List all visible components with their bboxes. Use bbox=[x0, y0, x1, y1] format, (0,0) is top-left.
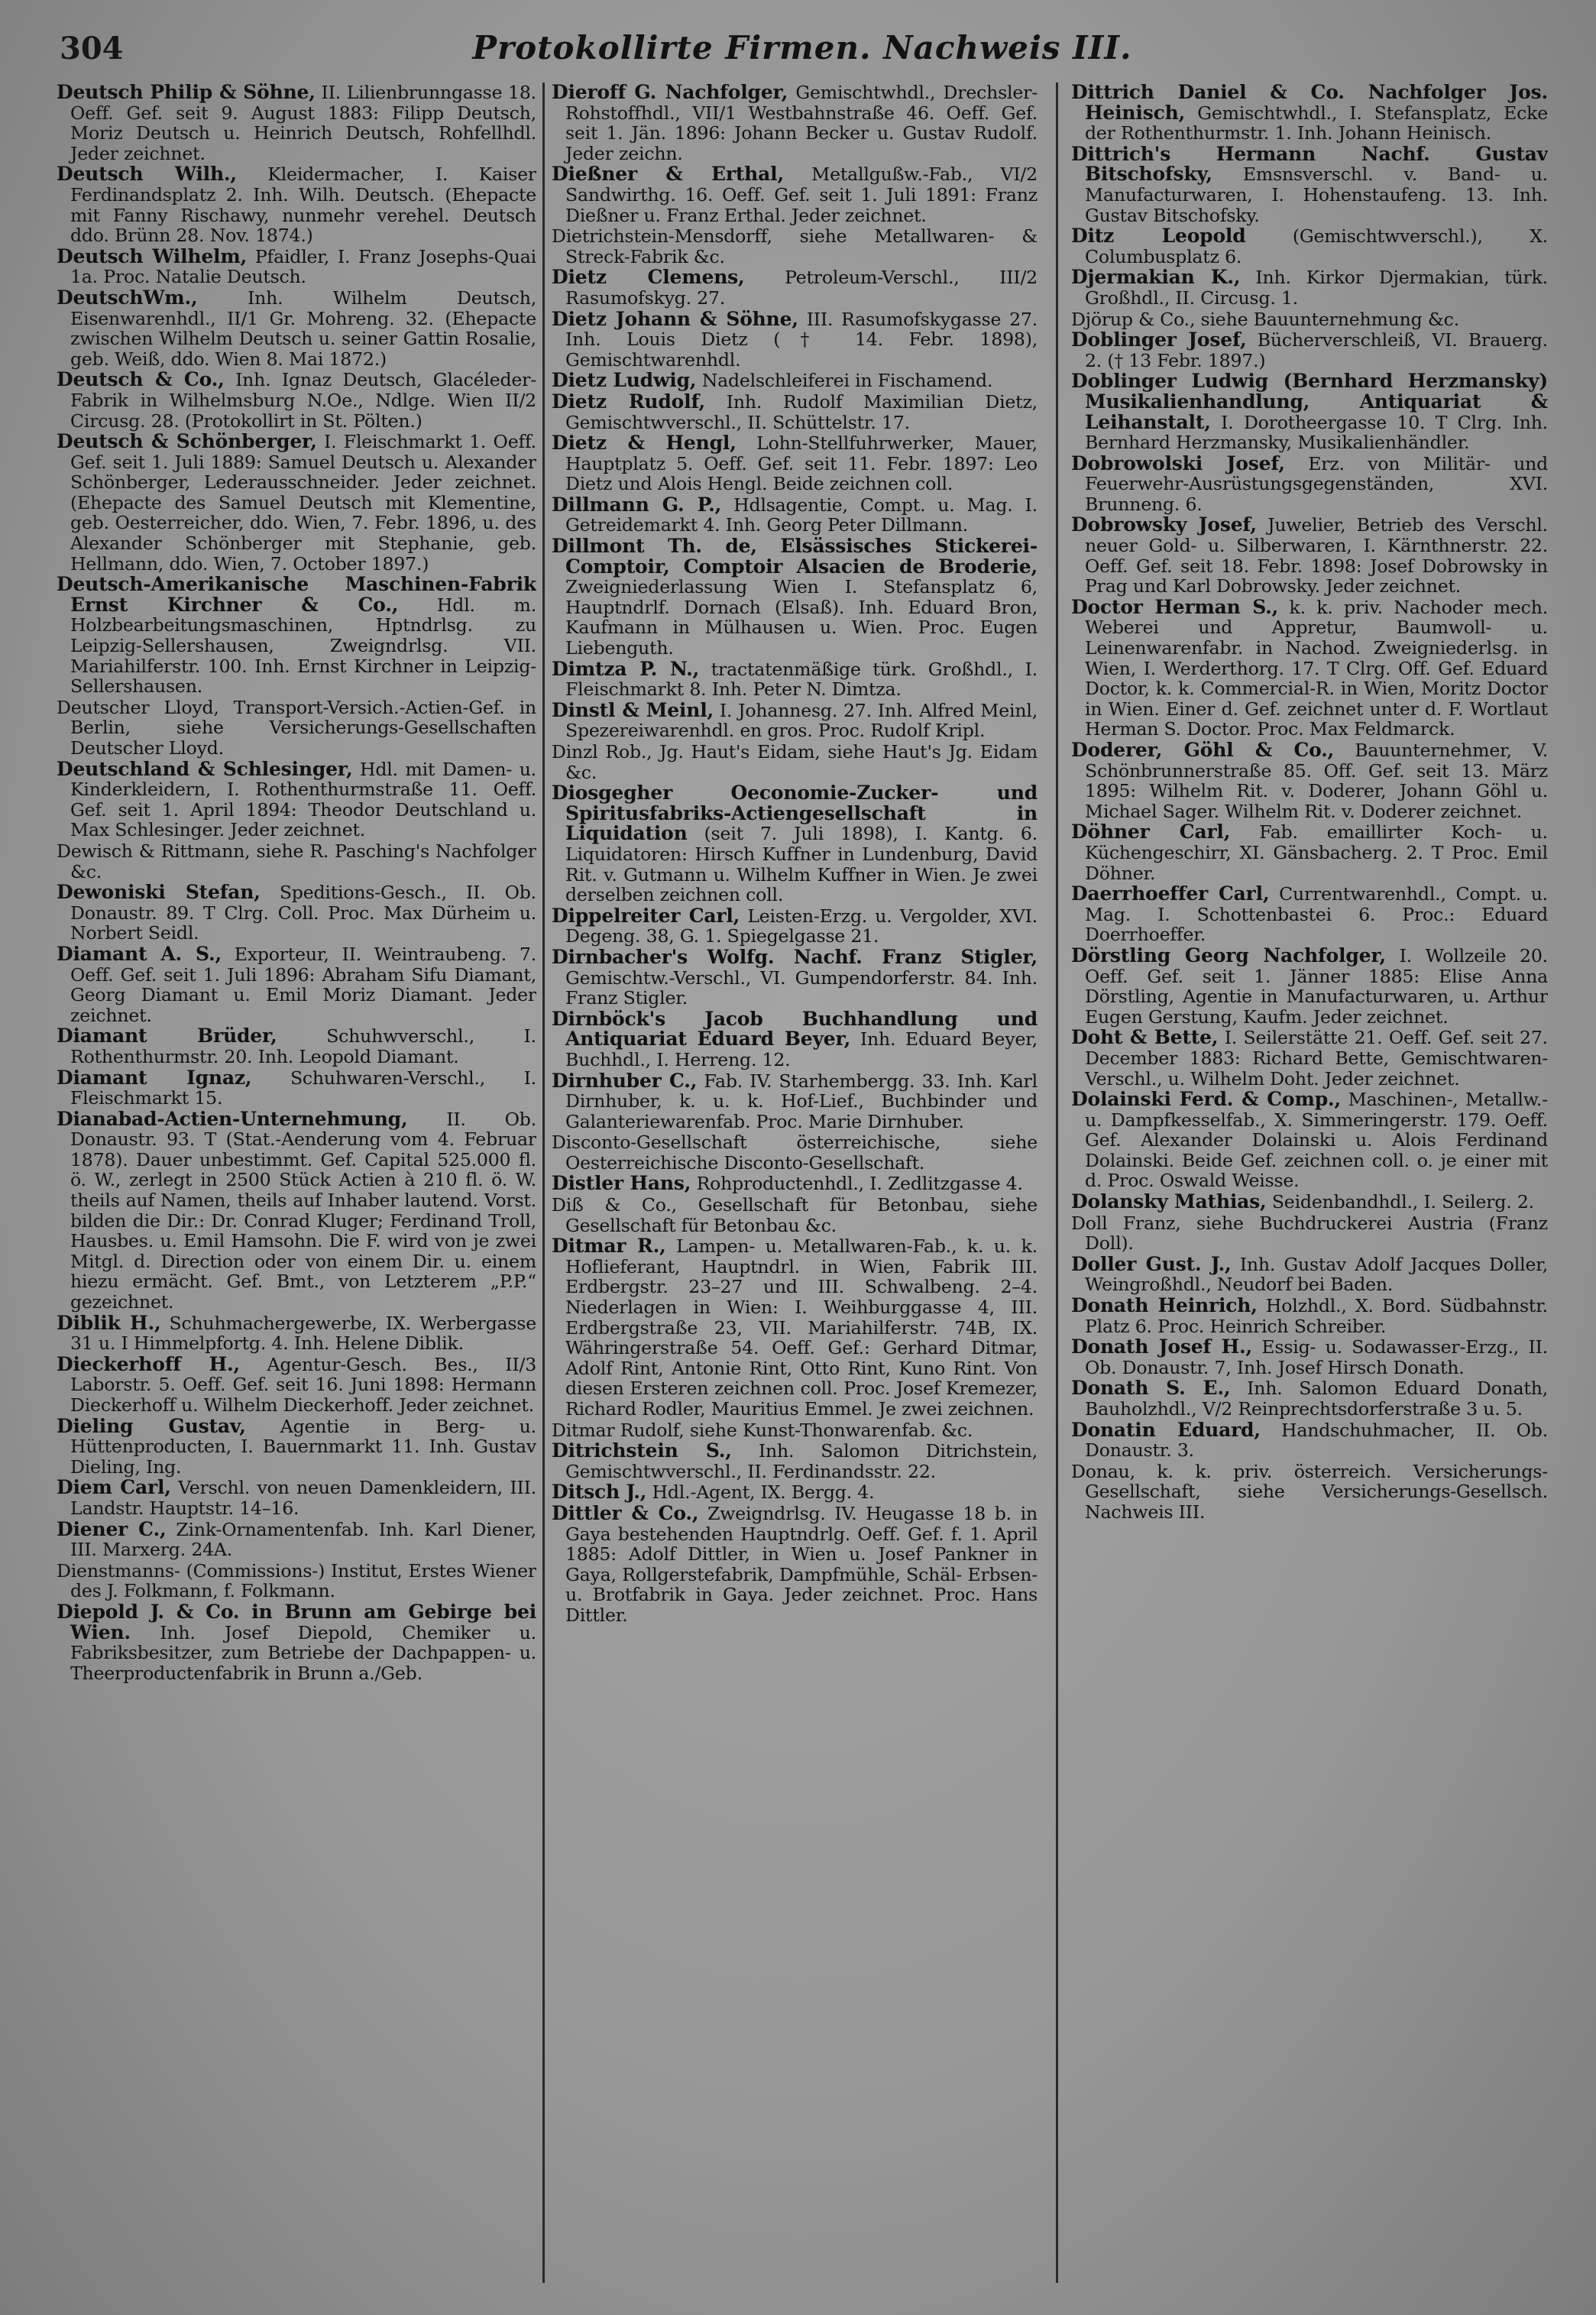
firm-name: Donatin Eduard, bbox=[1071, 1418, 1261, 1441]
directory-entry bbox=[552, 1501, 1038, 1626]
firm-name: Deutsch & Schönberger, bbox=[57, 430, 317, 453]
firm-name: Dirnböck's Jacob Buchhandlung und Antiquariat Eduard Beyer, bbox=[552, 1007, 1038, 1051]
firm-details: I. Wollzeile 20. Oeff. Gef. seit 1. Jänner 1885: Elise Anna Dörstling, Agentie in Manufacturwaren, u. Arthur Eugen Gerstung, Kaufm. Jeder zeichnet. bbox=[1085, 944, 1548, 1028]
firm-name: Ditz Leopold bbox=[1071, 225, 1246, 248]
firm-name: Diem Carl, bbox=[57, 1476, 171, 1499]
firm-details: I. Fleischmarkt 1. Oeff. Gef. seit 1. Juli 1889: Samuel Deutsch u. Alexander Schönberger, Lederausschneider. Jeder zeichnet. (Ehepacte des Samuel Deutsch mit Klementine, geb. Oesterreicher, ddo. Wien, 7. Febr. 1896, u. des Alexander Schönberger mit Stephanie, geb. Hellmann, ddo. Wien, 7. October 1897.) bbox=[70, 431, 536, 575]
directory-entry bbox=[552, 1174, 1038, 1194]
directory-entry bbox=[552, 906, 1038, 947]
directory-entry bbox=[57, 1352, 536, 1416]
directory-entry bbox=[552, 1236, 1038, 1419]
firm-details: Speditions-Gesch., II. Ob. Donaustr. 89. T Clrg. Coll. Proc. Max Dürheim u. Norbert Seidl. bbox=[70, 882, 536, 944]
firm-name: Ditrichstein S., bbox=[552, 1439, 732, 1462]
firm-details: Seidenbandhdl., I. Seilerg. 2. bbox=[1271, 1191, 1534, 1213]
firm-details: Deutscher Lloyd, Transport-Versich.-Actien-Gef. in Berlin, siehe Versicherungs-Gesellschaften Deutscher Lloyd. bbox=[57, 696, 536, 759]
firm-details: Diß & Co., Gesellschaft für Betonbau, siehe Gesellschaft für Betonbau &c. bbox=[552, 1194, 1038, 1236]
firm-details: Lampen- u. Metallwaren-Fab., k. u. k. Hoflieferant, Hauptndrl. in Wien, Fabrik III. Erdbergstr. 23–27 und III. Schwalbeng. 2–4. Niederlagen in Wien: I. Weihburggasse 4, III. Erdbergstraße 23, VII. Mariahilferstr. 74B, IX. Währingerstraße 54. Oeff. Gef.: Gerhard Ditmar, Adolf Rint, Antonie Rint, Otto Rint, Kuno Rint. Von diesen Ersteren zeichnen coll. Proc. Josef Kremezer, Richard Rodler, Mauritius Emmel. Je zwei zeichnen. bbox=[565, 1235, 1038, 1420]
directory-entry bbox=[1071, 83, 1548, 144]
firm-name: Dittrich Daniel & Co. Nachfolger Jos. Heinisch, bbox=[1071, 83, 1548, 124]
directory-entry bbox=[1071, 330, 1548, 371]
firm-name: Diosgegher Oeconomie-Zucker- und Spiritusfabriks-Actiengesellschaft in Liquidation bbox=[552, 782, 1038, 845]
directory-entry bbox=[552, 742, 1038, 782]
firm-name: Dianabad-Actien-Unternehmung, bbox=[57, 1107, 408, 1130]
firm-details: II. Lilienbrunngasse 18. Oeff. Gef. seit 9. August 1883: Filipp Deutsch, Moriz Deutsch u. Heinrich Deutsch, Rohfellhdl. Jeder zeichnet. bbox=[70, 83, 536, 164]
directory-entry bbox=[57, 1068, 536, 1109]
directory-entry bbox=[552, 1195, 1038, 1235]
directory-entry bbox=[1071, 1420, 1548, 1461]
firm-details: Bücherverschleiß, VI. Brauerg. 2. († 13 Febr. 1897.) bbox=[1085, 329, 1548, 371]
firm-name: Dirnbacher's Wolfg. Nachf. Franz Stigler, bbox=[552, 945, 1038, 968]
firm-name: Diener C., bbox=[57, 1517, 167, 1540]
firm-name: Deutsch & Co., bbox=[57, 368, 225, 391]
firm-details: Pfaidler, I. Franz Josephs-Quai 1a. Proc. Natalie Deutsch. bbox=[70, 245, 536, 288]
directory-entry bbox=[57, 759, 536, 840]
firm-details: I. Seilerstätte 21. Oeff. Gef. seit 27. December 1883: Richard Bette, Gemischtwaren-Verschl., u. Wilhelm Doht. Jeder zeichnet. bbox=[1085, 1027, 1548, 1090]
firm-details: Dietrichstein-Mensdorff, siehe Metallwaren- & Streck-Fabrik &c. bbox=[552, 225, 1038, 267]
directory-entry bbox=[57, 370, 536, 431]
firm-name: DeutschWm., bbox=[57, 286, 198, 309]
directory-entry bbox=[57, 1109, 536, 1313]
directory-entry bbox=[1071, 454, 1548, 515]
directory-entry bbox=[1071, 144, 1548, 225]
firm-details: Schuhwaren-Verschl., I. Fleischmarkt 15. bbox=[70, 1067, 536, 1109]
firm-name: Dimtza P. N., bbox=[552, 657, 700, 680]
directory-entry bbox=[552, 698, 1038, 742]
directory-entry bbox=[57, 841, 536, 882]
firm-name: Dobrowsky Josef, bbox=[1071, 513, 1257, 536]
directory-entry bbox=[57, 432, 536, 574]
directory-entry bbox=[1071, 515, 1548, 596]
directory-entry bbox=[1071, 226, 1548, 267]
column-divider bbox=[1056, 83, 1058, 2283]
firm-details: Inh. Gustav Adolf Jacques Doller, Weingroßhdl., Neudorf bei Baden. bbox=[1085, 1253, 1548, 1296]
firm-details: Inh. Ignaz Deutsch, Glacéleder-Fabrik in Wilhelmsburg N.Oe., Ndlge. Wien II/2 Circusg. 28. (Protokollirt in St. Pölten.) bbox=[70, 369, 536, 432]
page-header bbox=[53, 26, 1551, 69]
firm-name: Dillmont Th. de, Elsässisches Stickerei-Comptoir, Comptoir Alsacien de Broderie, bbox=[552, 535, 1038, 578]
firm-details: Leisten-Erzg. u. Vergolder, XVI. Degeng. 38, G. 1. Spiegelgasse 21. bbox=[565, 905, 1038, 947]
directory-entry bbox=[552, 947, 1038, 1009]
firm-name: Doht & Bette, bbox=[1071, 1026, 1219, 1049]
firm-name: Dippelreiter Carl, bbox=[552, 904, 740, 927]
firm-details: Dewisch & Rittmann, siehe R. Pasching's Nachfolger &c. bbox=[57, 840, 536, 882]
directory-entry bbox=[552, 536, 1038, 659]
firm-name: Dirnhuber C., bbox=[552, 1069, 698, 1092]
directory-entry bbox=[57, 1026, 536, 1067]
firm-name: Diamant Brüder, bbox=[57, 1025, 277, 1047]
firm-name: Deutschland & Schlesinger, bbox=[57, 757, 353, 780]
firm-details: Erz. von Militär- und Feuerwehr-Ausrüstungsgegenständen, XVI. Brunneng. 6. bbox=[1085, 452, 1548, 515]
firm-name: Dinstl & Meinl, bbox=[552, 698, 714, 721]
firm-details: Kleidermacher, I. Kaiser Ferdinandsplatz 2. Inh. Wilh. Deutsch. (Ehepacte mit Fanny Rischawy, nunmehr verehel. Deutsch ddo. Brünn 28. Nov. 1874.) bbox=[70, 164, 536, 247]
directory-entry bbox=[57, 288, 536, 369]
firm-details: Juwelier, Betrieb des Verschl. neuer Gold- u. Silberwaren, I. Kärnthnerstr. 22. Oeff. Gef. seit 18. Febr. 1898: Josef Dobrowsky in Prag und Karl Dobrowsky. Jeder zeichnet. bbox=[1085, 514, 1548, 597]
directory-entry bbox=[57, 1478, 536, 1518]
directory-entry bbox=[1071, 1378, 1548, 1419]
directory-entry bbox=[57, 1602, 536, 1683]
firm-details: Ditmar Rudolf, siehe Kunst-Thonwarenfab. &c. bbox=[552, 1419, 973, 1441]
firm-details: Hdlsagentie, Compt. u. Mag. I. Getreidemarkt 4. Inh. Georg Peter Dillmann. bbox=[565, 494, 1038, 536]
directory-entry bbox=[1071, 1337, 1548, 1378]
directory-entry bbox=[1071, 267, 1548, 308]
directory-entry bbox=[1071, 371, 1548, 452]
firm-name: Doderer, Göhl & Co., bbox=[1071, 739, 1335, 761]
directory-entry bbox=[57, 1561, 536, 1601]
firm-name: Diamant A. S., bbox=[57, 942, 222, 965]
firm-details: Schuhwverschl., I. Rothenthurmstr. 20. Inh. Leopold Diamant. bbox=[70, 1025, 536, 1067]
firm-name: Djermakian K., bbox=[1071, 266, 1241, 289]
directory-entry bbox=[1071, 1028, 1548, 1089]
directory-entry bbox=[57, 1517, 536, 1561]
firm-details: Inh. Josef Diepold, Chemiker u. Fabriksbesitzer, zum Betriebe der Dachpappen- u. Theerproductenfabrik in Brunn a./Geb. bbox=[70, 1621, 536, 1684]
firm-details: Fab. emaillirter Koch- u. Küchengeschirr, XI. Gänsbacherg. 2. T Proc. Emil Döhner. bbox=[1085, 821, 1548, 884]
firm-details: Inh. Kirkor Djermakian, türk. Großhdl., II. Circusg. 1. bbox=[1085, 267, 1548, 309]
directory-entry bbox=[552, 659, 1038, 700]
firm-details: I. Dorotheergasse 10. T Clrg. Inh. Bernhard Herzmansky, Musikalienhändler. bbox=[1085, 411, 1548, 454]
firm-name: Dörstling Georg Nachfolger, bbox=[1071, 944, 1386, 966]
running-title: Protokollirte Firmen. Nachweis III. bbox=[472, 29, 1132, 66]
directory-entry bbox=[1071, 884, 1548, 945]
firm-name: Dieroff G. Nachfolger, bbox=[552, 83, 788, 103]
directory-entry bbox=[552, 1071, 1038, 1132]
firm-details: Inh. Salomon Ditrichstein, Gemischtwverschl., II. Ferdinandsstr. 22. bbox=[565, 1440, 1038, 1482]
firm-details: II. Ob. Donaustr. 93. T (Stat.-Aenderung vom 4. Februar 1878). Dauer unbestimmt. Gef. Capital 525.000 fl. ö. W., zerlegt in 2500 Stück Actien à 210 fl. ö. W. theils auf Namen, theils auf Inhaber lautend. Vorst. bilden die Dir.: Dr. Conrad Kluger; Ferdinand Troll, Hausbes. u. Emil Hamsohn. Die F. wird von je zwei Mitgl. d. Direction oder von einem Dir. u. einem hiezu ermächt. Gef. Bmt., von Letzterem „P.P.“ gezeichnet. bbox=[70, 1108, 536, 1313]
firm-details: Petroleum-Verschl., III/2 Rasumofskyg. 27. bbox=[565, 267, 1038, 309]
firm-name: Deutsch Wilhelm, bbox=[57, 244, 248, 267]
firm-details: Handschuhmacher, II. Ob. Donaustr. 3. bbox=[1085, 1419, 1548, 1462]
firm-name: Doctor Herman S., bbox=[1071, 595, 1279, 618]
firm-details: Lohn-Stellfuhrwerker, Mauer, Hauptplatz 5. Oeff. Gef. seit 11. Febr. 1897: Leo Dietz und Alois Hengl. Beide zeichnen coll. bbox=[565, 432, 1038, 495]
firm-name: Doblinger Josef, bbox=[1071, 329, 1247, 351]
directory-entry bbox=[552, 433, 1038, 494]
directory-entry bbox=[552, 1009, 1038, 1070]
column-3 bbox=[1071, 83, 1548, 2252]
firm-name: Dolainski Ferd. & Comp., bbox=[1071, 1088, 1342, 1111]
firm-details: Dienstmanns- (Commissions-) Institut, Erstes Wiener des J. Folkmann, f. Folkmann. bbox=[57, 1559, 536, 1602]
directory-entry bbox=[57, 1313, 536, 1354]
firm-details: Agentur-Gesch. Bes., II/3 Laborstr. 5. Oeff. Gef. seit 16. Juni 1898: Hermann Dieckerhoff u. Wilhelm Dieckerhoff. Jeder zeichnet. bbox=[70, 1353, 536, 1416]
firm-details: Emsnsverschl. v. Band- u. Manufacturwaren, I. Hohenstaufeng. 13. Inh. Gustav Bitschofsky. bbox=[1085, 164, 1548, 226]
firm-details: Verschl. von neuen Damenkleidern, III. Landstr. Hauptstr. 14–16. bbox=[70, 1477, 536, 1519]
firm-name: Dewoniski Stefan, bbox=[57, 881, 261, 904]
firm-details: Djörup & Co., siehe Bauunternehmung &c. bbox=[1071, 308, 1459, 330]
directory-entry bbox=[1071, 1462, 1548, 1523]
firm-details: Schuhmachergewerbe, IX. Werbergasse 31 u. I Himmelpfortg. 4. Inh. Helene Diblik. bbox=[70, 1312, 536, 1355]
firm-name: Doller Gust. J., bbox=[1071, 1252, 1232, 1275]
directory-entry bbox=[1071, 822, 1548, 883]
firm-details: Inh. Eduard Beyer, Buchhdl., I. Herreng. 12. bbox=[565, 1028, 1038, 1070]
firm-details: Gemischtw.-Verschl., VI. Gumpendorferstr. 84. Inh. Franz Stigler. bbox=[565, 966, 1038, 1009]
firm-details: Hdl. mit Damen- u. Kinderkleidern, I. Rothenthurmstraße 11. Oeff. Gef. seit 1. April 1894: Theodor Deutschland u. Max Schlesinger. Jeder zeichnet. bbox=[70, 758, 536, 841]
firm-name: Diamant Ignaz, bbox=[57, 1066, 252, 1089]
directory-entry bbox=[1071, 740, 1548, 821]
firm-details: Doll Franz, siehe Buchdruckerei Austria (Franz Doll). bbox=[1071, 1212, 1548, 1255]
firm-details: (seit 7. Juli 1898), I. Kantg. 6. Liquidatoren: Hirsch Kuffner in Lundenburg, David Rit. v. Gutmann u. Wilhelm Kuffner in Wien. Je zwei derselben zeichnen coll. bbox=[565, 823, 1038, 906]
firm-details: Gemischtwhdl., I. Stefansplatz, Ecke der Rothenthurmstr. 1. Inh. Johann Heinisch. bbox=[1085, 102, 1548, 144]
directory-entry bbox=[552, 226, 1038, 267]
firm-details: Gemischtwhdl., Drechsler-Rohstoffhdl., VII/1 Westbahnstraße 46. Oeff. Gef. seit 1. Jän. 1896: Johann Becker u. Gustav Rudolf. Jeder zeichn. bbox=[565, 83, 1038, 164]
firm-details: Zweigndrlsg. IV. Heugasse 18 b. in Gaya bestehenden Hauptndrlg. Oeff. Gef. f. 1. April 1885: Adolf Dittler, in Wien u. Josef Pankner in Gaya, Rollgerstefabrik, Dampfmühle, Schäl- Erbsen- u. Brotfabrik in Gaya. Jeder zeichnet. Proc. Hans Dittler. bbox=[565, 1502, 1038, 1626]
firm-details: Bauunternehmer, V. Schönbrunnerstraße 85. Off. Gef. seit 13. März 1895: Wilhelm Rit. v. Doderer, Johann Göhl u. Michael Sager. Wilhelm Rit. v. Doderer zeichnet. bbox=[1085, 740, 1548, 822]
firm-details: Hdl. m. Holzbearbeitungsmaschinen, Hptndrlsg. zu Leipzig-Sellershausen, Zweigndrlsg. VII. Mariahilferstr. 100. Inh. Ernst Kirchner in Leipzig-Sellershausen. bbox=[70, 594, 536, 698]
directory-entry bbox=[552, 83, 1038, 164]
firm-details: Holzhdl., X. Bord. Südbahnstr. Platz 6. Proc. Heinrich Schreiber. bbox=[1085, 1295, 1548, 1337]
directory-entry bbox=[552, 783, 1038, 905]
directory-entry bbox=[552, 371, 1038, 391]
column-1 bbox=[57, 83, 536, 2252]
firm-name: Ditmar R., bbox=[552, 1235, 666, 1258]
directory-entry bbox=[57, 164, 536, 245]
firm-name: Deutsch-Amerikanische Maschinen-Fabrik Ernst Kirchner & Co., bbox=[57, 573, 536, 616]
directory-entry bbox=[552, 1132, 1038, 1173]
directory-entry bbox=[57, 1414, 536, 1478]
firm-details: Zink-Ornamentenfab. Inh. Karl Diener, III. Marxerg. 24A. bbox=[70, 1518, 536, 1561]
firm-details: Essig- u. Sodawasser-Erzg., II. Ob. Donaustr. 7, Inh. Josef Hirsch Donath. bbox=[1085, 1336, 1548, 1378]
directory-entry bbox=[552, 392, 1038, 432]
directory-entry bbox=[57, 944, 536, 1025]
firm-name: Dolansky Mathias, bbox=[1071, 1190, 1267, 1213]
directory-entry bbox=[57, 882, 536, 944]
column-divider bbox=[542, 83, 545, 2283]
firm-name: Diepold J. & Co. in Brunn am Gebirge bei Wien. bbox=[57, 1600, 536, 1643]
directory-entry bbox=[552, 267, 1038, 308]
firm-name: Dietz Ludwig, bbox=[552, 369, 697, 392]
firm-details: Dinzl Rob., Jg. Haut's Eidam, siehe Haut's Jg. Eidam &c. bbox=[552, 741, 1038, 783]
firm-details: (Gemischtwverschl.), X. Columbusplatz 6. bbox=[1085, 225, 1548, 267]
firm-name: Dieckerhoff H., bbox=[57, 1352, 241, 1375]
firm-details: Hdl.-Agent, IX. Bergg. 4. bbox=[652, 1481, 875, 1504]
directory-entry bbox=[552, 495, 1038, 536]
firm-name: Ditsch J., bbox=[552, 1481, 647, 1504]
directory-entry bbox=[1071, 1296, 1548, 1336]
directory-entry bbox=[57, 575, 536, 697]
directory-entry bbox=[552, 309, 1038, 371]
firm-details: Inh. Wilhelm Deutsch, Eisenwarenhdl., II/1 Gr. Mohreng. 32. (Ehepacte zwischen Wilhelm Deutsch u. seiner Gattin Rosalie, geb. Weiß, ddo. Wien 8. Mai 1872.) bbox=[70, 287, 536, 370]
firm-details: Rohproductenhdl., I. Zedlitzgasse 4. bbox=[696, 1173, 1023, 1195]
firm-name: Deutsch Philip & Söhne, bbox=[57, 83, 316, 103]
directory-entry bbox=[57, 83, 536, 164]
directory-entry bbox=[1071, 946, 1548, 1027]
firm-name: Dittrich's Hermann Nachf. Gustav Bitschofsky, bbox=[1071, 142, 1548, 186]
firm-name: Dobrowolski Josef, bbox=[1071, 452, 1285, 474]
firm-name: Donath S. E., bbox=[1071, 1377, 1231, 1400]
firm-details: III. Rasumofskygasse 27. Inh. Louis Dietz († 14. Febr. 1898), Gemischtwarenhdl. bbox=[565, 308, 1038, 371]
directory-entry bbox=[1071, 1090, 1548, 1191]
directory-entry bbox=[1071, 1192, 1548, 1213]
directory-entry bbox=[552, 1420, 1038, 1441]
directory-entry bbox=[1071, 597, 1548, 740]
firm-details: Disconto-Gesellschaft österreichische, siehe Oesterreichische Disconto-Gesellschaft. bbox=[552, 1132, 1038, 1174]
firm-name: Donath Heinrich, bbox=[1071, 1294, 1258, 1317]
firm-name: Diblik H., bbox=[57, 1311, 161, 1334]
firm-name: Deutsch Wilh., bbox=[57, 163, 237, 186]
firm-name: Dießner & Erthal, bbox=[552, 163, 784, 186]
firm-name: Dillmann G. P., bbox=[552, 493, 722, 516]
firm-name: Dittler & Co., bbox=[552, 1501, 699, 1524]
firm-name: Daerrhoeffer Carl, bbox=[1071, 882, 1270, 905]
page-number: 304 bbox=[60, 31, 124, 66]
firm-details: Agentie in Berg- u. Hüttenproducten, I. Bauernmarkt 11. Inh. Gustav Dieling, Ing. bbox=[70, 1415, 536, 1478]
directory-entry bbox=[552, 164, 1038, 225]
firm-details: Zweigniederlassung Wien I. Stefansplatz 6, Hauptndrlf. Dornach (Elsaß). Inh. Eduard Bron, Kaufmann in Mülhausen u. Wien. Proc. Eugen Liebenguth. bbox=[565, 576, 1038, 659]
firm-details: tractatenmäßige türk. Großhdl., I. Fleischmarkt 8. Inh. Peter N. Dimtza. bbox=[565, 658, 1038, 701]
firm-details: Inh. Salomon Eduard Donath, Bauholzhdl., V/2 Reinprechtsdorferstraße 3 u. 5. bbox=[1085, 1378, 1548, 1420]
firm-details: Fab. IV. Starhembergg. 33. Inh. Karl Dirnhuber, k. u. k. Hof-Lief., Buchbinder und Galanteriewarenfab. Proc. Marie Dirnhuber. bbox=[565, 1070, 1038, 1132]
firm-details: Inh. Rudolf Maximilian Dietz, Gemischtwverschl., II. Schüttelstr. 17. bbox=[565, 390, 1038, 433]
firm-name: Dieling Gustav, bbox=[57, 1414, 246, 1437]
column-2 bbox=[552, 83, 1038, 2252]
directory-entry bbox=[552, 1441, 1038, 1481]
firm-name: Distler Hans, bbox=[552, 1172, 691, 1195]
firm-name: Doblinger Ludwig (Bernhard Herzmansky) Musikalienhandlung, Antiquariat & Leihanstalt, bbox=[1071, 370, 1548, 433]
directory-entry bbox=[57, 244, 536, 288]
firm-name: Dietz Rudolf, bbox=[552, 390, 705, 413]
directory-entry bbox=[1071, 309, 1548, 330]
firm-details: Maschinen-, Metallw.- u. Dampfkesselfab., X. Simmeringerstr. 179. Oeff. Gef. Alexander Dolainski u. Alois Ferdinand Dolainski. Beide Gef. zeichnen coll. o. je einer mit d. Proc. Oswald Weisse. bbox=[1085, 1089, 1548, 1192]
directory-entry bbox=[1071, 1252, 1548, 1296]
directory-entry bbox=[1071, 1213, 1548, 1254]
firm-name: Dietz Johann & Söhne, bbox=[552, 307, 798, 330]
firm-details: Metallgußw.-Fab., VI/2 Sandwirthg. 16. Oeff. Gef. seit 1. Juli 1891: Franz Dießner u. Franz Erthal. Jeder zeichnet. bbox=[565, 164, 1038, 226]
directory-entry bbox=[57, 698, 536, 759]
firm-details: Exporteur, II. Weintraubeng. 7. Oeff. Gef. seit 1. Juli 1896: Abraham Sifu Diamant, Georg Diamant u. Emil Moriz Diamant. Jeder zeichnet. bbox=[70, 943, 536, 1026]
firm-details: I. Johannesg. 27. Inh. Alfred Meinl, Spezereiwarenhdl. en gros. Proc. Rudolf Kripl. bbox=[565, 699, 1038, 742]
directory-entry bbox=[552, 1482, 1038, 1503]
firm-details: k. k. priv. Nachoder mech. Weberei und Appretur, Baumwoll- u. Leinenwarenfabr. in Nachod. Zweigniederlsg. in Wien, I. Werderthorg. 17. T Clrg. Off. Gef. Eduard Doctor, k. k. Commercial-R. in Wien, Moritz Doctor in Wien. Einer d. Gef. zeichnet unter d. F. Wortlaut Herman S. Doctor. Proc. Max Feldmarck. bbox=[1085, 596, 1548, 740]
firm-name: Döhner Carl, bbox=[1071, 821, 1231, 843]
firm-name: Dietz Clemens, bbox=[552, 266, 745, 289]
firm-name: Donath Josef H., bbox=[1071, 1336, 1253, 1358]
firm-details: Nadelschleiferei in Fischamend. bbox=[701, 370, 993, 392]
firm-details: Currentwarenhdl., Compt. u. Mag. I. Schottenbastei 6. Proc.: Eduard Doerrhoeffer. bbox=[1085, 883, 1548, 946]
firm-details: Donau, k. k. priv. österreich. Versicherungs-Gesellschaft, siehe Versicherungs-Gesellsch. Nachweis III. bbox=[1071, 1460, 1548, 1523]
firm-name: Dietz & Hengl, bbox=[552, 432, 736, 455]
